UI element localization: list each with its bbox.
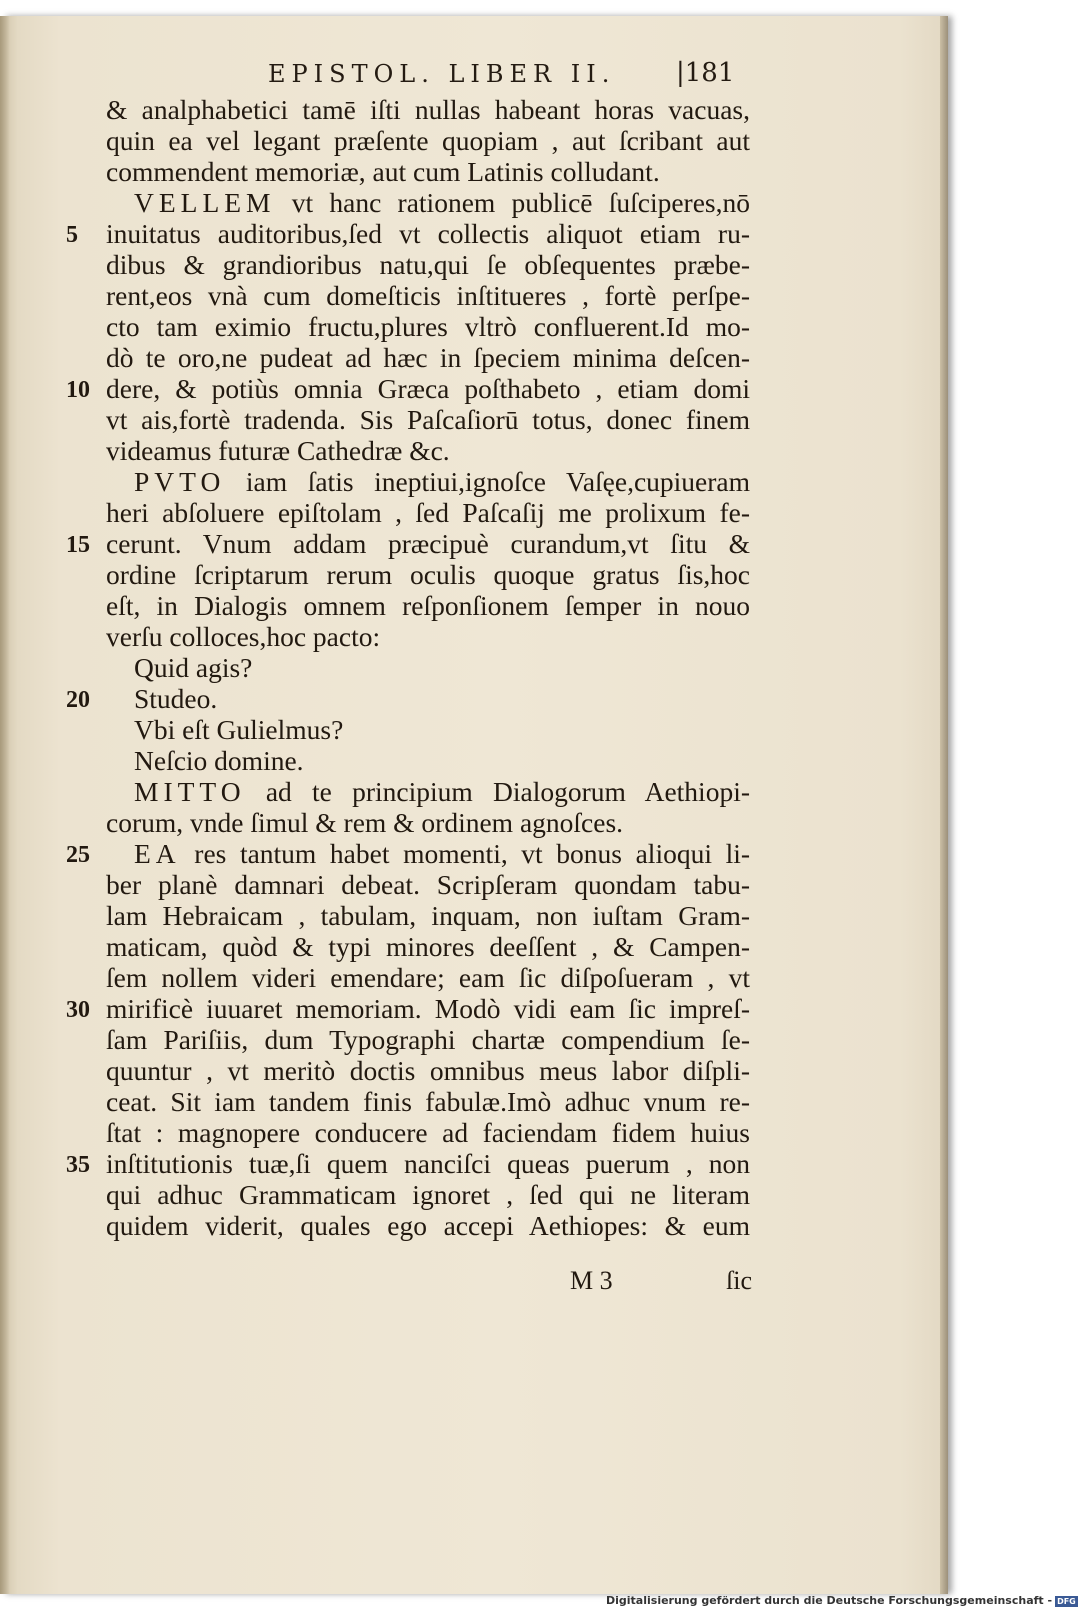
line-text: ſtat : magnopere conducere ad faciendam fidem huius — [106, 1117, 750, 1148]
text-line — [106, 156, 750, 188]
text-line — [106, 1024, 750, 1056]
text-line — [106, 1179, 750, 1211]
text-line — [106, 1117, 750, 1149]
text-line — [106, 559, 750, 591]
text-line — [106, 1148, 750, 1180]
line-text: quidem viderit, quales ego accepi Aethiopes: & eum — [106, 1210, 750, 1241]
dfg-logo-icon: DFG — [1057, 1596, 1076, 1606]
line-text: Quid agis? — [134, 652, 253, 683]
text-line — [134, 838, 750, 870]
text-line — [134, 714, 750, 746]
text-line — [134, 745, 750, 777]
line-text: iam ſatis ineptiui,ignoſce Vaſęe,cupiueram — [245, 466, 751, 497]
running-title: EPISTOL. LIBER II. — [268, 60, 616, 88]
line-text: quuntur , vt meritò doctis omnibus meus labor diſpli- — [106, 1055, 750, 1086]
line-text: ſem nollem videri emendare; eam ſic diſpoſueram , vt — [106, 962, 750, 993]
line-text: eſt, in Dialogis omnem reſponſionem ſemper in nouo — [106, 590, 750, 621]
text-line — [106, 1086, 750, 1118]
text-line — [106, 373, 750, 405]
paragraph-lead-word: VELLEM — [134, 187, 276, 218]
line-text: ad te principium Dialogorum Aethiopi- — [265, 776, 750, 807]
paragraph-lead-word: EA — [134, 838, 181, 869]
page-edge — [940, 16, 948, 1594]
line-number: 35 — [66, 1152, 90, 1178]
folio-number: |181 — [676, 58, 735, 88]
line-text: inuitatus auditoribus,ſed vt collectis aliquot etiam ru- — [106, 218, 750, 249]
text-line — [134, 776, 750, 808]
credit-text: Digitalisierung gefördert durch die Deutsche Forschungsgemeinschaft - — [606, 1594, 1053, 1607]
text-line — [134, 187, 750, 219]
line-text: vt ais,fortè tradenda. Sis Paſcaſiorū totus, donec finem — [106, 404, 750, 435]
line-text: ordine ſcriptarum rerum oculis quoque gratus ſis,hoc — [106, 559, 750, 590]
text-line — [106, 125, 750, 157]
line-number: 20 — [66, 687, 90, 713]
text-line — [106, 528, 750, 560]
paragraph-lead-word: MITTO — [134, 776, 246, 807]
line-text: commendent memoriæ, aut cum Latinis colludant. — [106, 156, 660, 187]
line-text: res tantum habet momenti, vt bonus alioqui li- — [194, 838, 751, 869]
text-line — [106, 1055, 750, 1087]
line-text: dò te oro,ne pudeat ad hæc in ſpeciem minima deſcen- — [106, 342, 750, 373]
line-text: Vbi eſt Gulielmus? — [134, 714, 344, 745]
line-text: dere, & potiùs omnia Græca poſthabeto , etiam domi — [106, 373, 750, 404]
text-line — [106, 962, 750, 994]
text-line — [106, 807, 750, 839]
line-number: 5 — [66, 222, 78, 248]
line-text: ber planè damnari debeat. Scripſeram quondam tabu- — [106, 869, 750, 900]
text-line — [106, 869, 750, 901]
signature-mark: M 3 — [570, 1266, 613, 1295]
text-line — [106, 249, 750, 281]
text-line — [106, 404, 750, 436]
text-line — [134, 652, 750, 684]
text-line — [106, 311, 750, 343]
line-number: 10 — [66, 377, 90, 403]
line-text: quin ea vel legant præſente quopiam , aut ſcribant aut — [106, 125, 750, 156]
text-line — [106, 218, 750, 250]
text-line — [106, 342, 750, 374]
digitization-credit — [606, 1594, 1078, 1607]
line-text: ceat. Sit iam tandem finis fabulæ.Imò adhuc vnum re- — [106, 1086, 750, 1117]
text-line — [106, 931, 750, 963]
text-line — [106, 590, 750, 622]
line-text: cto tam eximio fructu,plures vltrò confluerent.Id mo- — [106, 311, 750, 342]
text-line — [106, 497, 750, 529]
line-text: mirificè iuuaret memoriam. Modò vidi eam ſic impreſ- — [106, 993, 750, 1024]
line-text: Studeo. — [134, 683, 218, 714]
text-line — [134, 466, 750, 498]
line-number: 15 — [66, 532, 90, 558]
page-gutter-shadow — [0, 16, 10, 1594]
paragraph-lead-word: PVTO — [134, 466, 226, 497]
line-text: & analphabetici tamē iſti nullas habeant horas vacuas, — [106, 94, 750, 125]
line-text: heri abſoluere epiſtolam , ſed Paſcaſij me prolixum fe- — [106, 497, 750, 528]
line-number: 25 — [66, 842, 90, 868]
line-number: 30 — [66, 997, 90, 1023]
line-text: lam Hebraicam , tabulam, inquam, non iuſtam Gram- — [106, 900, 750, 931]
line-text: vt hanc rationem publicē ſuſciperes,nō — [291, 187, 750, 218]
line-text: maticam, quòd & typi minores deeſſent , & Campen- — [106, 931, 750, 962]
line-text: Neſcio domine. — [134, 745, 304, 776]
text-line — [106, 900, 750, 932]
text-line — [106, 94, 750, 126]
line-text: cerunt. Vnum addam præcipuè curandum,vt ſitu & — [106, 528, 750, 559]
line-text: verſu colloces,hoc pacto: — [106, 621, 381, 652]
line-text: videamus futuræ Cathedræ &c. — [106, 435, 450, 466]
text-line — [106, 621, 750, 653]
line-text: qui adhuc Grammaticam ignoret , ſed qui ne literam — [106, 1179, 750, 1210]
folio-value: 181 — [684, 58, 735, 88]
line-text: ſam Pariſiis, dum Typographi chartæ compendium ſe- — [106, 1024, 750, 1055]
catchword: ſic — [726, 1266, 752, 1295]
line-text: dibus & grandioribus natu,qui ſe obſequentes præbe- — [106, 249, 750, 280]
line-text: inſtitutionis tuæ,ſi quem nanciſci queas puerum , non — [106, 1148, 750, 1179]
text-line — [106, 1210, 750, 1242]
text-line — [134, 683, 750, 715]
text-line — [106, 993, 750, 1025]
line-text: rent,eos vnà cum domeſticis inſtitueres , fortè perſpe- — [106, 280, 750, 311]
text-line — [106, 280, 750, 312]
text-line — [106, 435, 750, 467]
line-text: corum, vnde ſimul & rem & ordinem agnoſces. — [106, 807, 624, 838]
